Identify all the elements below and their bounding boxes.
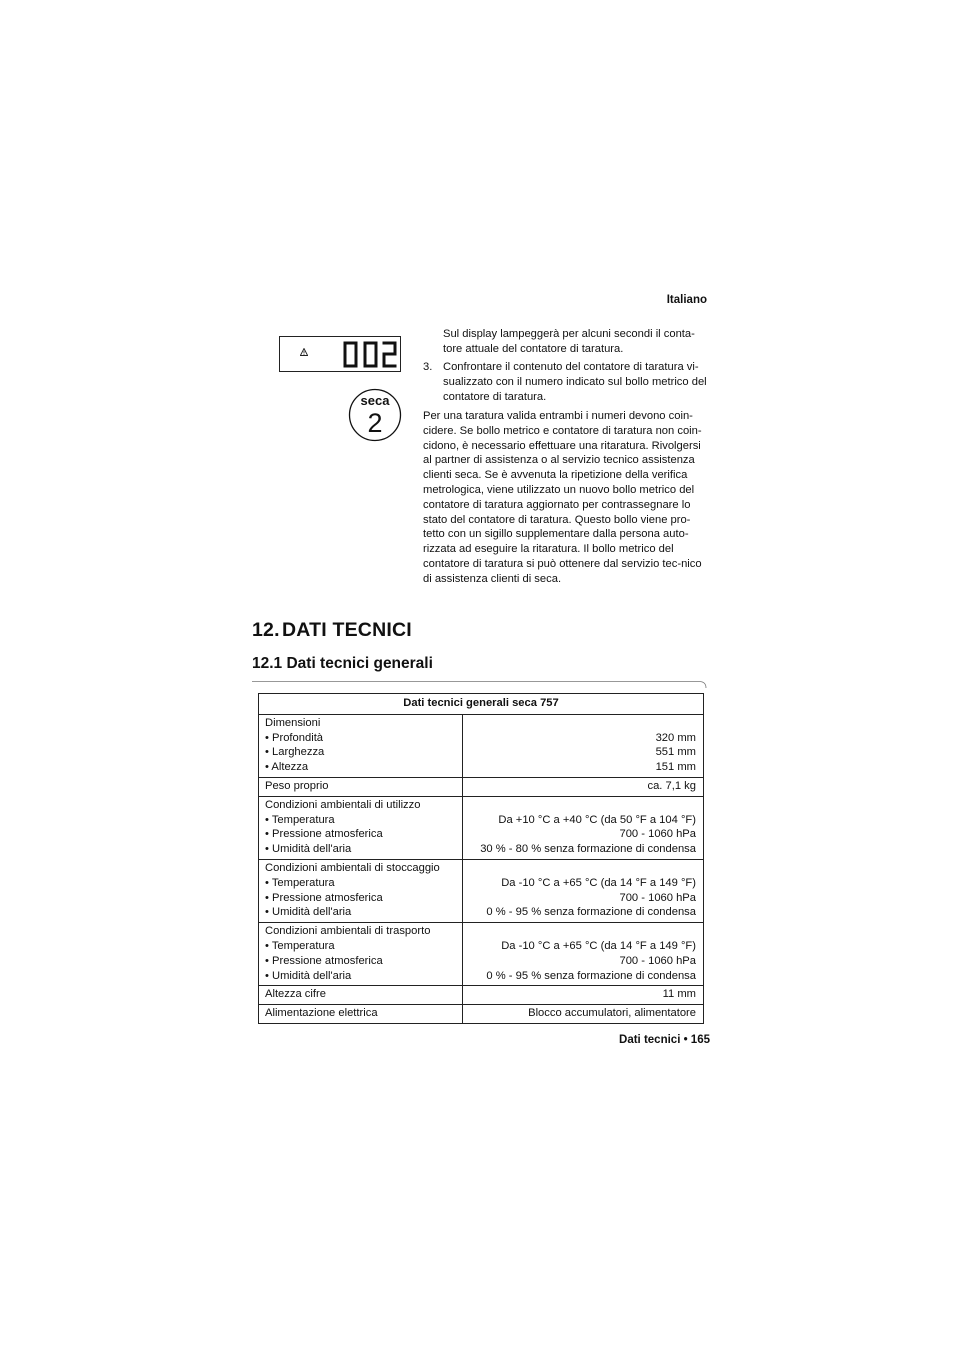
row-item: • Temperatura [265,876,335,889]
row-item: • Larghezza [265,746,325,759]
row-value: 0 % - 95 % senza formazione di condensa [486,969,696,982]
row-label: Alimentazione elettrica [265,1007,378,1020]
row-item: • Temperatura [265,813,335,826]
row-value: 551 mm [655,746,696,759]
row-label: Condizioni ambientali di trasporto [265,925,431,938]
table-row [259,777,704,796]
section-title [252,619,412,642]
row-item: • Pressione atmosferica [265,954,383,967]
row-item: • Pressione atmosferica [265,891,383,904]
row-label: Altezza cifre [265,988,326,1001]
table-header-row [259,694,704,715]
step-number: 3. [423,361,433,373]
seca-calibration-seal [348,388,402,442]
row-value: 151 mm [655,761,696,774]
table-header: Dati tecnici generali seca 757 [259,694,704,715]
row-item: • Umidità dell'aria [265,843,352,856]
row-item: • Temperatura [265,939,335,952]
section-title-text: DATI TECNICI [282,619,412,641]
table-row [259,714,704,777]
row-item: • Altezza [265,761,309,774]
seal-number: 2 [367,408,383,438]
technical-data-table [258,693,704,1024]
section-rule [252,680,707,692]
intro-paragraph-2: Per una taratura valida entrambi i numeri devono coin-cidere. Se bollo metrico e contatore di taratura non coin-cidono, è necessario effettuare una ritaratura. Rivolgersi al partner di assistenza o al servizio tecnico assistenza clienti seca. Se è avvenuta la ripetizione della verifica metrologica, viene utilizzato un nuovo bollo metrico del contatore di taratura aggiornato per contrassegnare lo stato del contatore di taratura. Questo bollo viene pro-tetto con un sigillo supplementare dalla persona auto-rizzata ad eseguire la ritaratura. Il bollo metrico del contatore di taratura si può ottenere dal servizio tec-nico di assistenza clienti di seca. [423,410,702,585]
table-row [259,796,704,859]
row-value: Blocco accumulatori, alimentatore [528,1007,696,1020]
row-label: Dimensioni [265,716,321,729]
row-item: • Umidità dell'aria [265,969,352,982]
page-footer: Dati tecnici • 165 [619,1034,710,1046]
row-value: Da -10 °C a +65 °C (da 14 °F a 149 °F) [501,939,696,952]
row-value: Da +10 °C a +40 °C (da 50 °F a 104 °F) [498,813,696,826]
lcd-display [279,336,401,372]
row-value: 320 mm [655,731,696,744]
row-value: 0 % - 95 % senza formazione di condensa [486,906,696,919]
warning-icon [300,348,308,356]
section-number: 12. [252,619,280,641]
language-label: Italiano [666,294,707,306]
row-item: • Profondità [265,731,324,744]
row-value: ca. 7,1 kg [647,779,696,792]
table-row [259,986,704,1005]
row-item: • Umidità dell'aria [265,906,352,919]
step-3-text: Confrontare il contenuto del contatore di taratura vi-sualizzato con il numero indicato sul bollo metrico del contatore di taratura. [443,361,707,403]
row-label: Condizioni ambientali di utilizzo [265,798,421,811]
row-value: 11 mm [662,988,696,1001]
table-row [259,1005,704,1024]
table-row [259,923,704,986]
row-label: Peso proprio [265,779,329,792]
row-value: 700 - 1060 hPa [619,954,696,967]
table-row [259,859,704,922]
row-label: Condizioni ambientali di stoccaggio [265,861,440,874]
row-value: 30 % - 80 % senza formazione di condensa [480,843,696,856]
subsection-title: 12.1 Dati tecnici generali [252,655,433,672]
row-item: • Pressione atmosferica [265,828,383,841]
seal-brand: seca [360,393,390,408]
lcd-digits [342,340,398,369]
row-value: 700 - 1060 hPa [619,828,696,841]
intro-paragraph-1: Sul display lampeggerà per alcuni secondi il conta-tore attuale del contatore di taratura. [443,328,695,355]
row-value: Da -10 °C a +65 °C (da 14 °F a 149 °F) [501,876,696,889]
row-value: 700 - 1060 hPa [619,891,696,904]
